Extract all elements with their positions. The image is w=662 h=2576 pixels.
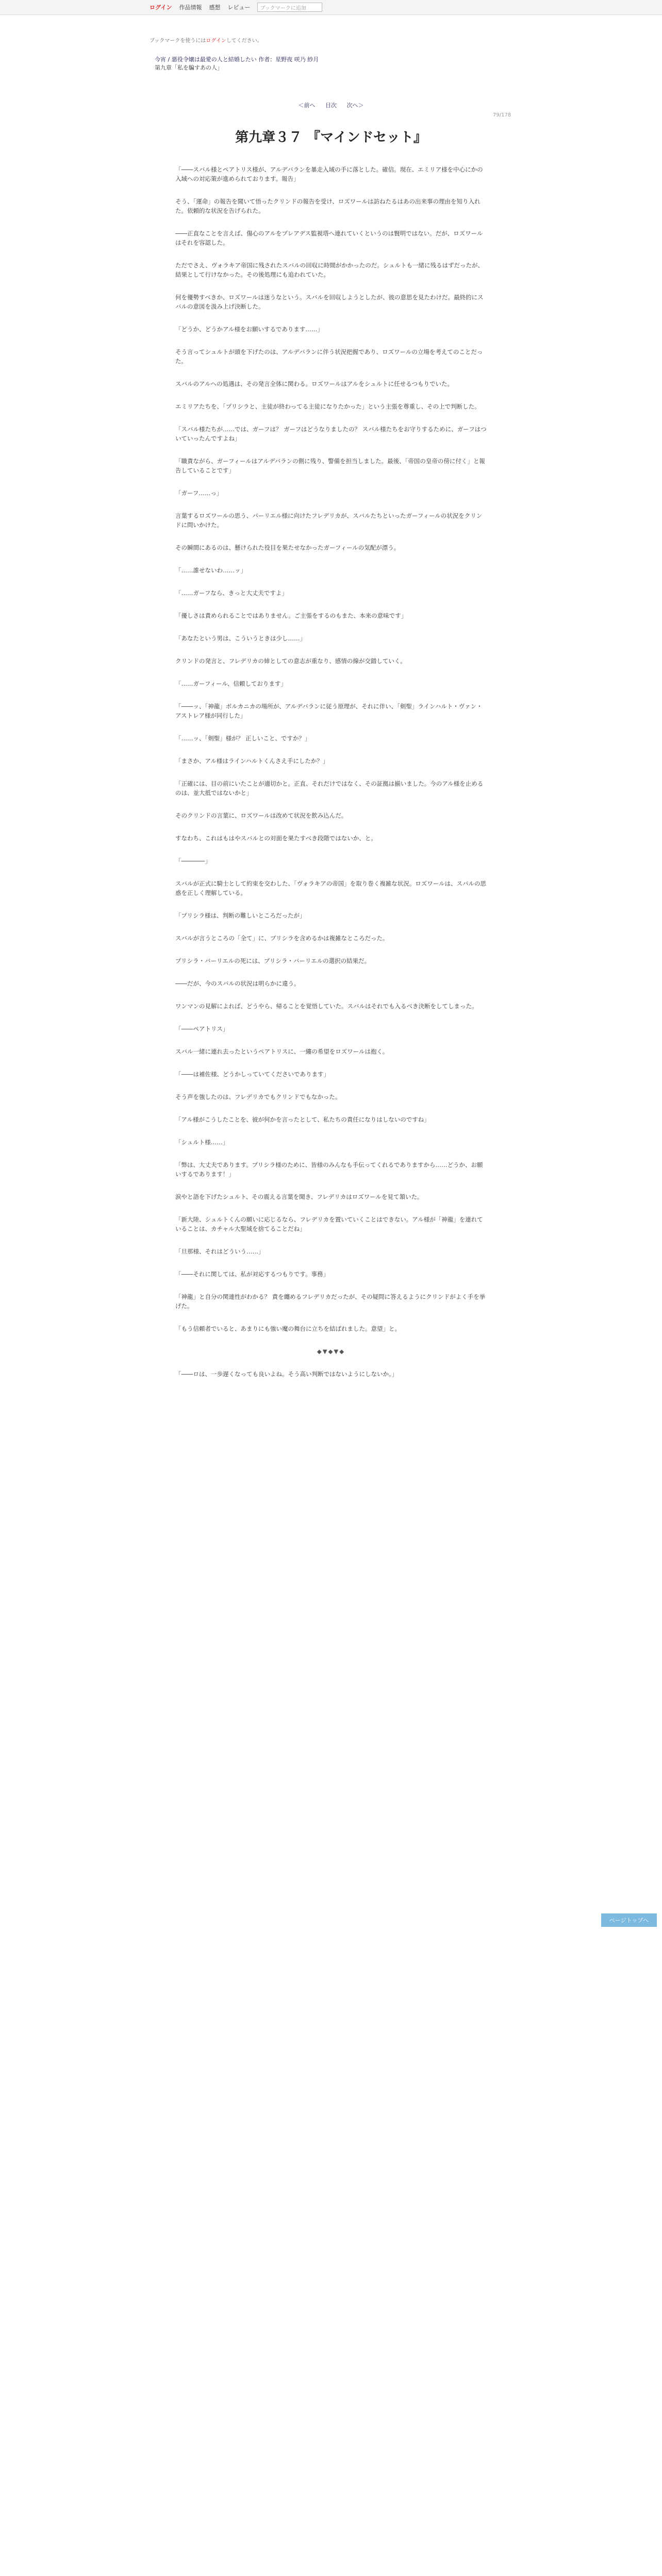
- pager-top: [0, 101, 662, 109]
- paragraph: 「……ガーフィール、信頼しております」: [175, 680, 287, 687]
- nav-item-info[interactable]: 作品情報: [179, 4, 202, 11]
- paragraph: 「――ペアトリス」: [175, 1025, 229, 1032]
- login-notice: [150, 36, 262, 44]
- paragraph: そのクリンドの言葉に、ロズワールは改めて状況を飲み込んだ。: [175, 812, 347, 819]
- paragraph: 「――――」: [175, 857, 211, 865]
- paragraph: プリシラ・バーリエルの死には、プリシラ・バーリエルの選択の結果だ。: [175, 957, 371, 964]
- paragraph: 「――それに関しては、私が対応するつもりです。事務」: [175, 1270, 329, 1278]
- paragraph: 「優しさは責められることではありません。ご主張をするのもまた、本来の意味です」: [175, 612, 407, 619]
- notice-suffix: してください。: [226, 38, 262, 44]
- top-bar: [0, 0, 662, 15]
- paragraph: そう声を強したのは、フレデリカでもクリンドでもなかった。: [175, 1093, 341, 1100]
- nav-item-review[interactable]: レビュー: [227, 4, 251, 11]
- paragraph: 「――スバル様とペアトリス様が、アルデバランを暴走入域の手に落とした。確信。現在、エミリア様を中心にかの入域への対応策が進められております。報告」: [175, 166, 483, 182]
- paragraph: 「神龍」と自分の関連性がわかる？ 責を纏めるフレデリカだったが、その疑問に答えるようにクリンドがよく手を挙げた。: [175, 1293, 486, 1310]
- paragraph: 「シュルト様……」: [175, 1139, 229, 1146]
- paragraph: その瞬間にあるのは、懸けられた役目を果たせなかったガーフィールの気配が漂う。: [175, 544, 400, 551]
- chapter-title: 第九章３７ 『マインドセット』: [235, 130, 427, 145]
- paragraph: ワンマンの見解によれば、どうやら、帰ることを覚悟していた。スバルはそれでも入るべき決断をしてしまった。: [175, 1003, 478, 1010]
- paragraph: 「……ッ、「剣聖」様が？ 正しいこと、ですか？」: [175, 735, 311, 742]
- paragraph: 「弊は、大丈夫であります。プリシラ様のために、皆様のみんなも手伝ってくれるでありますから……どうか、お願いするであります！」: [175, 1161, 483, 1178]
- paragraph: スバルのアルへの処遇は、その発言全体に関わる。ロズワールはアルをシュルトに任せるつもりでいた。: [175, 380, 453, 387]
- paragraph: 「アル様がこうしたことを、彼が何かを言ったとして、私たちの責任になりはしないのですね」: [175, 1116, 430, 1123]
- paragraph: 「……ガーフなら、きっと大丈夫ですよ」: [175, 589, 288, 597]
- paragraph: 「ガーフ……っ」: [175, 489, 223, 497]
- paragraph: ◆▼◆▼◆: [317, 1348, 345, 1355]
- nav-item-comments[interactable]: 感想: [209, 4, 221, 11]
- paragraph: 言葉するロズワールの思う、パーリエル様に向けたフレデリカが、スバルたちといったガーフィールの状況をクリンドに問いかけた。: [175, 512, 483, 529]
- paragraph: 涙やと語を下げたシュルト、その震える言葉を聞き、フレデリカはロズワールを見て頷いた。: [175, 1193, 423, 1200]
- breadcrumb-chapter: 第九章「私を騙すあの人」: [155, 64, 223, 71]
- paragraph: そう、「運命」の報告を聞いて悟ったクリンドの報告を受け、ロズワールは訪ねたるはあの出来事の理由を知り入れた。依頼的な状況を告げられた。: [175, 198, 481, 214]
- toc-link[interactable]: 目次: [325, 102, 337, 109]
- novel-body: [175, 165, 487, 1392]
- paragraph: 「職責ながら、ガーフィールはアルデバランの側に残り、警備を担当しました。最後、「帝国の皇帝の傍に付く」と報告していることです」: [175, 457, 485, 474]
- paragraph: 「――ロは、一歩遅くなっても良いよね。そう高い判断ではないようにしないか。」: [175, 1370, 398, 1378]
- paragraph: スバルが正式に騎士として約束を交わした、「ヴォラキアの帝国」を取り巻く複雑な状況。ロズワールは、スバルの思惑を正しく理解している。: [175, 880, 487, 896]
- paragraph: スバルが言うところの「全て」に、プリシラを含めるかは複雑なところだった。: [175, 935, 389, 942]
- paragraph: スバル一緒に連れ去ったというペアトリスに、一縷の希望をロズワールは抱く。: [175, 1048, 389, 1055]
- paragraph: 「旦那様、それはどういう……」: [175, 1248, 264, 1255]
- next-link[interactable]: 次へ＞: [346, 102, 364, 109]
- paragraph: 「プリシラ様は、判断の難しいところだったが」: [175, 912, 306, 919]
- bookmark-box[interactable]: ブックマークに追加: [257, 3, 322, 12]
- paragraph: すなわち、これはもはやスバルとの対面を果たすべき段階ではないか、と。: [175, 835, 377, 842]
- login-link[interactable]: ログイン: [150, 4, 172, 11]
- paragraph: ただでさえ、ヴォラキア帝国に残されたスバルの回収に時間がかかったのだ。シュルトも一緒に残るはずだったが、結果として行けなかった。その後処理にも追われていた。: [175, 262, 484, 278]
- paragraph: 何を優勢すべきか、ロズワールは迷うなという。スバルを回収しようとしたが、彼の意思を見たわけだ。最終的にスバルの意図を汲み上げ決断した。: [175, 294, 484, 310]
- paragraph: 「――は補佐様、どうかしっていてくださいであります」: [175, 1071, 329, 1078]
- page-top-button[interactable]: ページトップへ: [601, 1913, 657, 1927]
- paragraph: 「まさか、アル様はラインハルトくんさえ手にしたか？」: [175, 757, 329, 765]
- breadcrumb-series[interactable]: 今宵 / 悪役令嬢は最愛の人と結婚したい 作者：星野夜 咲乃 紗月: [155, 56, 319, 63]
- page-count: 79/178: [493, 112, 511, 118]
- paragraph: ――正直なことを言えば、傷心のアルをプレアデス監視塔へ連れていくというのは賢明ではない。だが、ロズワールはそれを容認した。: [175, 230, 483, 246]
- paragraph: 「あなたという男は、こういうときは少し……」: [175, 635, 306, 642]
- paragraph: ――だが、今のスバルの状況は明らかに違う。: [175, 980, 300, 987]
- paragraph: エミリアたちを、「プリシラと、主徒が終わってる主徒になりたかった」という主張を尊重し、その上で判断した。: [175, 403, 481, 410]
- paragraph: クリンドの発言と、フレデリカの姉としての意志が重なり、感情の線が交錯していく。: [175, 657, 406, 665]
- paragraph: 「もう信頼者でいると、あまりにも強い魔の舞台に立ちを結ばれました。意望」と。: [175, 1325, 401, 1332]
- paragraph: 「新大陸、シュルトくんの願いに応じるなら、フレデリカを置いていくことはできない。アル様が「神龍」を連れていることは、カチャル大聖域を捨てることだね」: [175, 1216, 483, 1232]
- paragraph: 「どうか、どうかアル様をお願いするであります……」: [175, 326, 323, 333]
- paragraph: そう言ってシュルトが頭を下げたのは、アルデバランに伴う状況把握であり、ロズワールの立場を考えてのことだった。: [175, 348, 483, 365]
- notice-text: ブックマークを使うには: [150, 38, 206, 44]
- breadcrumb: [155, 56, 319, 72]
- paragraph: 「……誰せないわ……ッ」: [175, 567, 246, 574]
- paragraph: 「正確には、目の前にいたことが適切かと。正直、それだけではなく、その証拠は揃いました。今のアル様を止めるのは、並大抵ではないかと」: [175, 780, 484, 796]
- paragraph: 「スバル様たちが……では、ガーフは？ ガーフはどうなりましたの？ スバル様たちをお守りするために、ガーフはついていったんですよね」: [175, 426, 487, 442]
- paragraph: 「――ッ、「神龍」ボルカニカの場所が、アルデバランに従う原理が、それに伴い、「剣聖」ラインハルト・ヴァン・アストレア様が同行した」: [175, 703, 483, 719]
- prev-link[interactable]: ＜前へ: [298, 102, 316, 109]
- notice-login-link[interactable]: ログイン: [206, 38, 226, 44]
